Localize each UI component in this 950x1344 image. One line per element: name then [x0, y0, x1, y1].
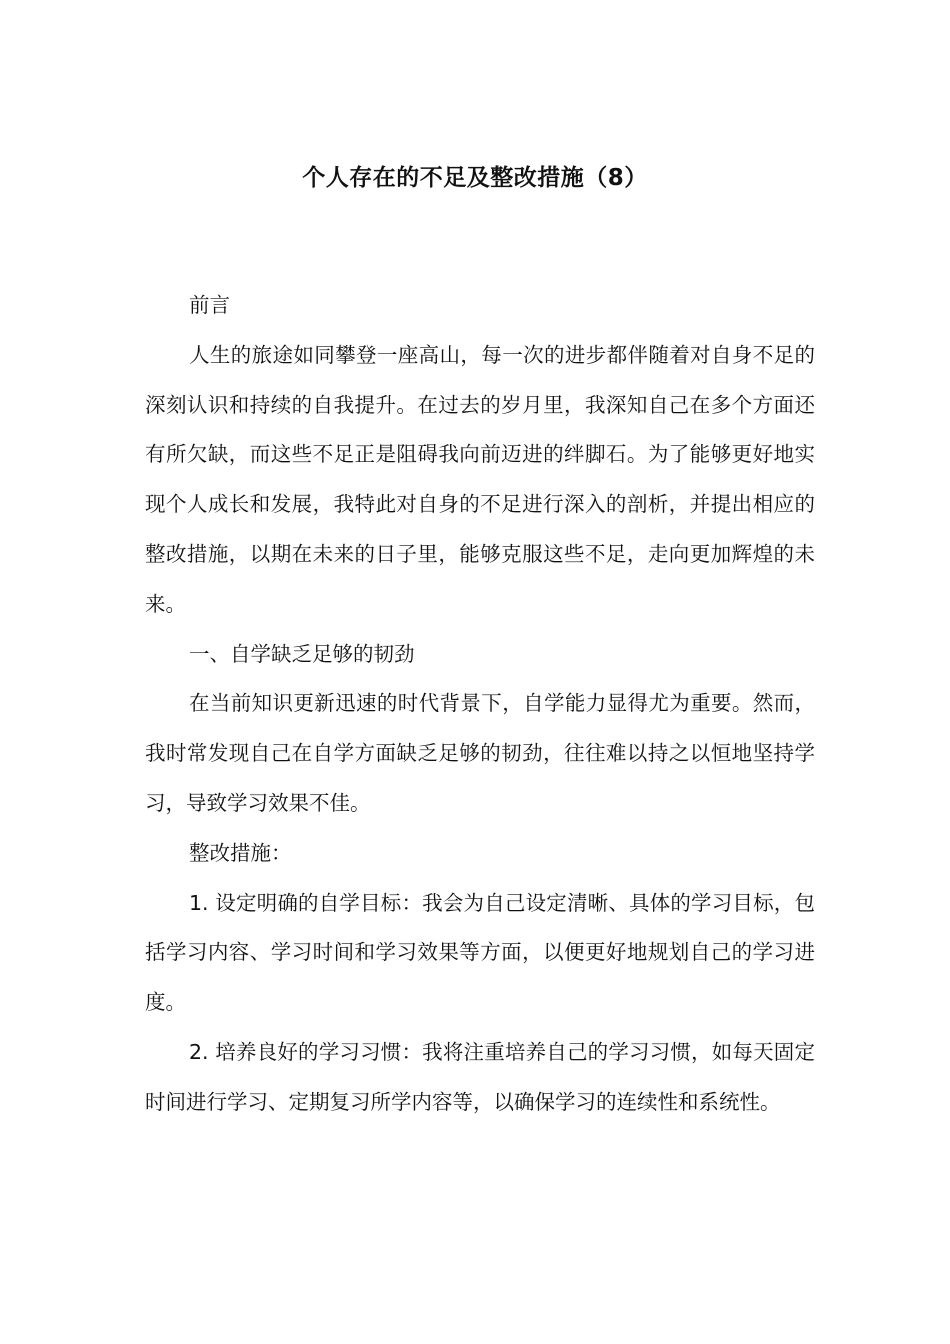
measures-heading: 整改措施：: [189, 840, 292, 865]
measure-item-1: 1. 设定明确的自学目标：我会为自己设定清晰、具体的学习目标，包括学习内容、学习时间和学习效果等方面，以便更好地规划自己的学习进度。: [145, 890, 815, 1015]
section-heading-preface: 前言: [189, 293, 230, 317]
paragraph-section-1: 在当前知识更新迅速的时代背景下，自学能力显得尤为重要。然而，我时常发现自己在自学方面缺乏足够的韧劲，往往难以持之以恒地坚持学习，导致学习效果不佳。: [145, 691, 815, 815]
document-body: [145, 281, 815, 1128]
measure-item-2: 2. 培养良好的学习习惯：我将注重培养自己的学习习惯，如每天固定时间进行学习、定期复习所学内容等，以确保学习的连续性和系统性。: [145, 1039, 815, 1114]
document-title: 个人存在的不足及整改措施（8）: [302, 165, 648, 191]
paragraph-preface: 人生的旅途如同攀登一座高山，每一次的进步都伴随着对自身不足的深刻认识和持续的自我提升。在过去的岁月里，我深知自己在多个方面还有所欠缺，而这些不足正是阻碍我向前迈进的绊脚石。为了能够更好地实现个人成长和发展，我特此对自身的不足进行深入的剖析，并提出相应的整改措施，以期在未来的日子里，能够克服这些不足，走向更加辉煌的未来。: [145, 342, 815, 616]
section-heading-1: 一、自学缺乏足够的韧劲: [189, 641, 415, 666]
